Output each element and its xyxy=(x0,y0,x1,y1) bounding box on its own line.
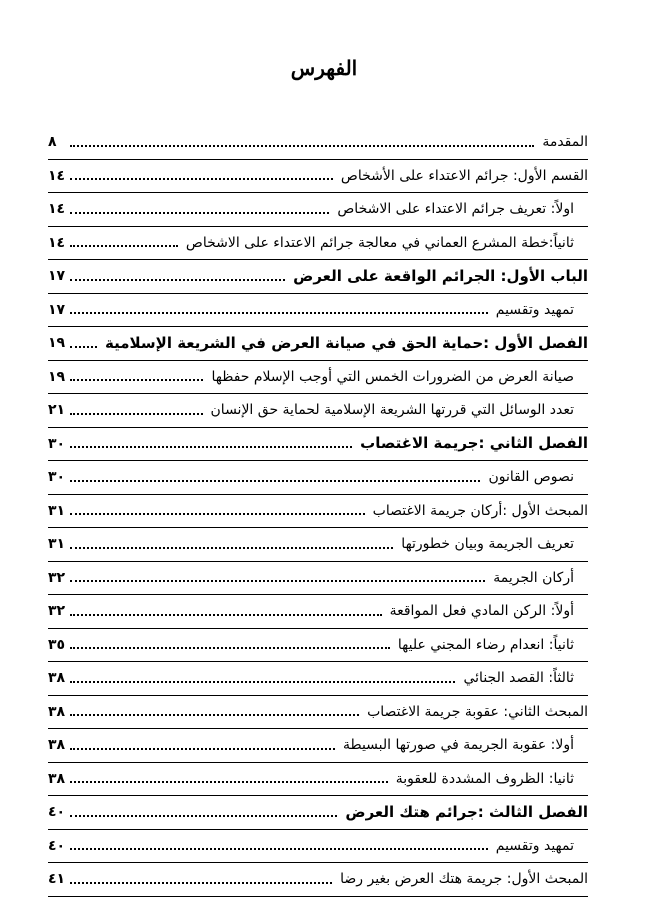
toc-entry-page: ١٤ xyxy=(48,167,66,184)
toc-entry xyxy=(48,696,588,730)
toc-entry-page: ٤٠ xyxy=(48,837,66,854)
toc-entry-page: ١٤ xyxy=(48,234,66,251)
toc-entry-text: المقدمة xyxy=(542,134,588,151)
toc-entry-text: الباب الأول: الجرائم الواقعة على العرض xyxy=(293,266,588,285)
dot-leader xyxy=(70,847,488,850)
toc-entry xyxy=(48,160,588,194)
toc-entry-text: الفصل الأول :حماية الحق في صيانة العرض في الشريعة الإسلامية xyxy=(105,333,588,352)
dot-leader xyxy=(70,244,178,247)
dot-leader xyxy=(70,613,382,616)
dot-leader xyxy=(70,881,332,884)
dot-leader xyxy=(70,814,337,817)
toc-entry-page: ٣٨ xyxy=(48,703,66,720)
dot-leader xyxy=(70,378,203,381)
dot-leader xyxy=(70,713,359,716)
toc-entry-text: اولاً: تعريف جرائم الاعتداء على الاشخاص xyxy=(337,201,574,218)
toc-entry-page: ٣٨ xyxy=(48,770,66,787)
toc-entry-text: الفصل الثاني :جريمة الاغتصاب xyxy=(360,434,588,453)
toc-entry xyxy=(48,294,588,328)
toc-entry xyxy=(48,327,588,361)
dot-leader xyxy=(70,278,285,281)
toc-entry-page: ٣٢ xyxy=(48,603,66,620)
toc-entry-text: أولا: عقوبة الجريمة في صورتها البسيطة xyxy=(342,737,574,754)
toc-entry-page: ٣٠ xyxy=(48,469,66,486)
toc-entry xyxy=(48,227,588,261)
toc-entry-text: تعدد الوسائل التي قررتها الشريعة الإسلامية لحماية حق الإنسان xyxy=(210,402,574,419)
toc-entry-page: ٤٠ xyxy=(48,804,66,821)
toc-entry-page: ١٩ xyxy=(48,335,66,352)
toc-entry-page: ٣٠ xyxy=(48,435,66,452)
page-title: الفهرس xyxy=(290,56,358,80)
dot-leader xyxy=(70,211,329,214)
toc-entry xyxy=(48,629,588,663)
dot-leader xyxy=(70,780,388,783)
dot-leader xyxy=(70,579,485,582)
dot-leader xyxy=(70,311,488,314)
toc-entry xyxy=(48,796,588,830)
toc-entry-text: المبحث الأول :أركان جريمة الاغتصاب xyxy=(372,502,588,519)
toc-entry-text: تمهيد وتقسيم xyxy=(495,837,574,854)
toc-entry-page: ٢١ xyxy=(48,402,66,419)
toc-entry-page: ١٤ xyxy=(48,201,66,218)
toc-entry-text: صيانة العرض من الضرورات الخمس التي أوجب الإسلام حفظها xyxy=(211,368,574,385)
dot-leader xyxy=(70,512,365,515)
toc-entry-text: أركان الجريمة xyxy=(493,569,574,586)
toc-entry xyxy=(48,763,588,797)
toc-entry-text: الفصل الثالث :جرائم هتك العرض xyxy=(345,802,588,821)
toc-entry-text: أولاً: الركن المادي فعل المواقعة xyxy=(389,603,574,620)
toc-entry xyxy=(48,428,588,462)
toc-entry-text: ثانياً: انعدام رضاء المجني عليها xyxy=(397,636,574,653)
toc-entry-page: ٣٨ xyxy=(48,670,66,687)
toc-entry-page: ٨ xyxy=(48,134,57,151)
dot-leader xyxy=(70,345,97,348)
dot-leader xyxy=(70,546,393,549)
dot-leader xyxy=(70,680,455,683)
dot-leader xyxy=(70,412,203,415)
toc-entry xyxy=(48,863,588,897)
toc-entry xyxy=(48,394,588,428)
dot-leader xyxy=(70,747,335,750)
toc-entry xyxy=(48,562,588,596)
toc-entry xyxy=(48,528,588,562)
toc-entry-page: ٤١ xyxy=(48,871,66,888)
toc-entry xyxy=(48,830,588,864)
toc-entry-text: المبحث الثاني: عقوبة جريمة الاغتصاب xyxy=(367,703,588,720)
toc-entry xyxy=(48,260,588,294)
table-of-contents xyxy=(48,126,588,897)
toc-entry-page: ١٧ xyxy=(48,268,66,285)
toc-entry xyxy=(48,495,588,529)
toc-entry-text: القسم الأول: جرائم الاعتداء على الأشخاص xyxy=(340,167,588,184)
dot-leader xyxy=(70,479,480,482)
toc-entry xyxy=(48,461,588,495)
toc-entry-page: ١٧ xyxy=(48,301,66,318)
toc-entry-text: ثانياً:خطة المشرع العماني في معالجة جرائم الاعتداء على الاشخاص xyxy=(185,234,574,251)
toc-entry-text: نصوص القانون xyxy=(488,469,574,486)
toc-entry xyxy=(48,662,588,696)
dot-leader xyxy=(70,144,534,147)
toc-entry-page: ١٩ xyxy=(48,368,66,385)
toc-entry-page: ٣٨ xyxy=(48,737,66,754)
toc-entry-text: تعريف الجريمة وبيان خطورتها xyxy=(401,536,574,553)
toc-entry xyxy=(48,193,588,227)
toc-entry-text: تمهيد وتقسيم xyxy=(495,301,574,318)
toc-entry xyxy=(48,729,588,763)
toc-entry xyxy=(48,126,588,160)
toc-entry xyxy=(48,361,588,395)
dot-leader xyxy=(70,177,333,180)
toc-entry-page: ٣٥ xyxy=(48,636,66,653)
toc-entry-text: ثانيا: الظروف المشددة للعقوبة xyxy=(395,770,574,787)
toc-entry-text: المبحث الأول: جريمة هتك العرض بغير رضا xyxy=(340,871,588,888)
dot-leader xyxy=(70,646,390,649)
dot-leader xyxy=(70,445,352,448)
toc-entry xyxy=(48,595,588,629)
toc-entry-page: ٣١ xyxy=(48,502,66,519)
toc-entry-page: ٣١ xyxy=(48,536,66,553)
toc-entry-page: ٣٢ xyxy=(48,569,66,586)
toc-entry-text: ثالثاً: القصد الجنائي xyxy=(463,670,574,687)
